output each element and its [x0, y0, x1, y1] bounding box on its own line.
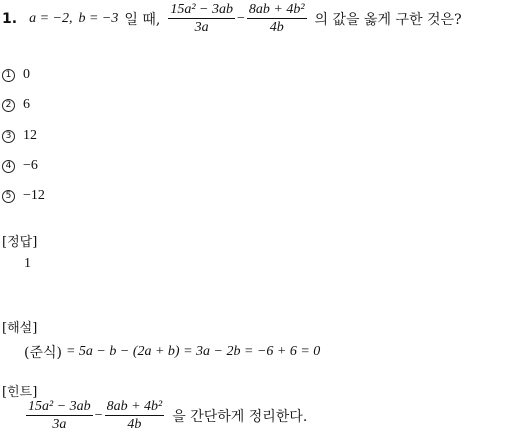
hint-text: 을 간단하게 정리한다. — [172, 408, 308, 425]
choice-2[interactable] — [2, 96, 30, 114]
hint-fraction-2-denominator: 4b — [127, 417, 142, 432]
choice-5-value: −12 — [23, 188, 45, 203]
hint-fraction-2 — [105, 399, 165, 432]
hint-minus-sign: − — [94, 407, 103, 423]
question-fraction-1 — [168, 2, 235, 35]
choice-1[interactable] — [2, 66, 30, 84]
question-number: 1. — [2, 10, 18, 27]
choice-2-value: 6 — [23, 97, 30, 112]
minus-sign: − — [236, 10, 245, 26]
question-tail: 의 값을 옳게 구한 것은? — [314, 11, 462, 28]
hint-label: [힌트] — [2, 385, 38, 400]
hint-fraction-1-denominator: 3a — [52, 417, 67, 432]
answer-value — [24, 256, 31, 272]
condition-b: b = −3 — [78, 10, 119, 26]
fraction-1-denominator: 3a — [194, 20, 209, 35]
choice-4-value: −6 — [23, 158, 38, 173]
fraction-1-numerator: 15a² − 3ab — [170, 2, 233, 17]
explanation-line — [24, 342, 320, 362]
hint-line — [24, 399, 307, 432]
choice-3-value: 12 — [23, 128, 37, 143]
choice-1-value: 0 — [23, 67, 30, 82]
choice-4-marker: 4 — [2, 160, 15, 173]
explanation-expression: = 5a − b − (2a + b) = 3a − 2b = −6 + 6 = 0 — [65, 344, 321, 359]
question-line — [2, 2, 514, 35]
choice-5[interactable] — [2, 187, 45, 205]
choice-2-marker: 2 — [2, 99, 15, 112]
hint-fraction-2-numerator: 8ab + 4b² — [106, 399, 163, 414]
choice-3-marker: 3 — [2, 130, 15, 143]
fraction-2-denominator: 4b — [269, 20, 284, 35]
answer-label: [정답] — [2, 235, 38, 250]
hint-fraction-1 — [26, 399, 93, 432]
choice-1-marker: 1 — [2, 69, 15, 82]
choice-4[interactable] — [2, 157, 38, 175]
condition-when: 일 때, — [124, 11, 161, 28]
question-fraction-2 — [247, 2, 307, 35]
hint-fraction-1-numerator: 15a² − 3ab — [28, 399, 91, 414]
choice-3[interactable] — [2, 127, 37, 145]
explanation-label: [해설] — [2, 321, 38, 336]
explanation-lhs: (준식) — [24, 345, 62, 361]
choice-5-marker: 5 — [2, 190, 15, 203]
condition-a: a = −2, — [29, 10, 73, 26]
answer-number: 1 — [24, 256, 31, 271]
fraction-2-numerator: 8ab + 4b² — [248, 2, 305, 17]
